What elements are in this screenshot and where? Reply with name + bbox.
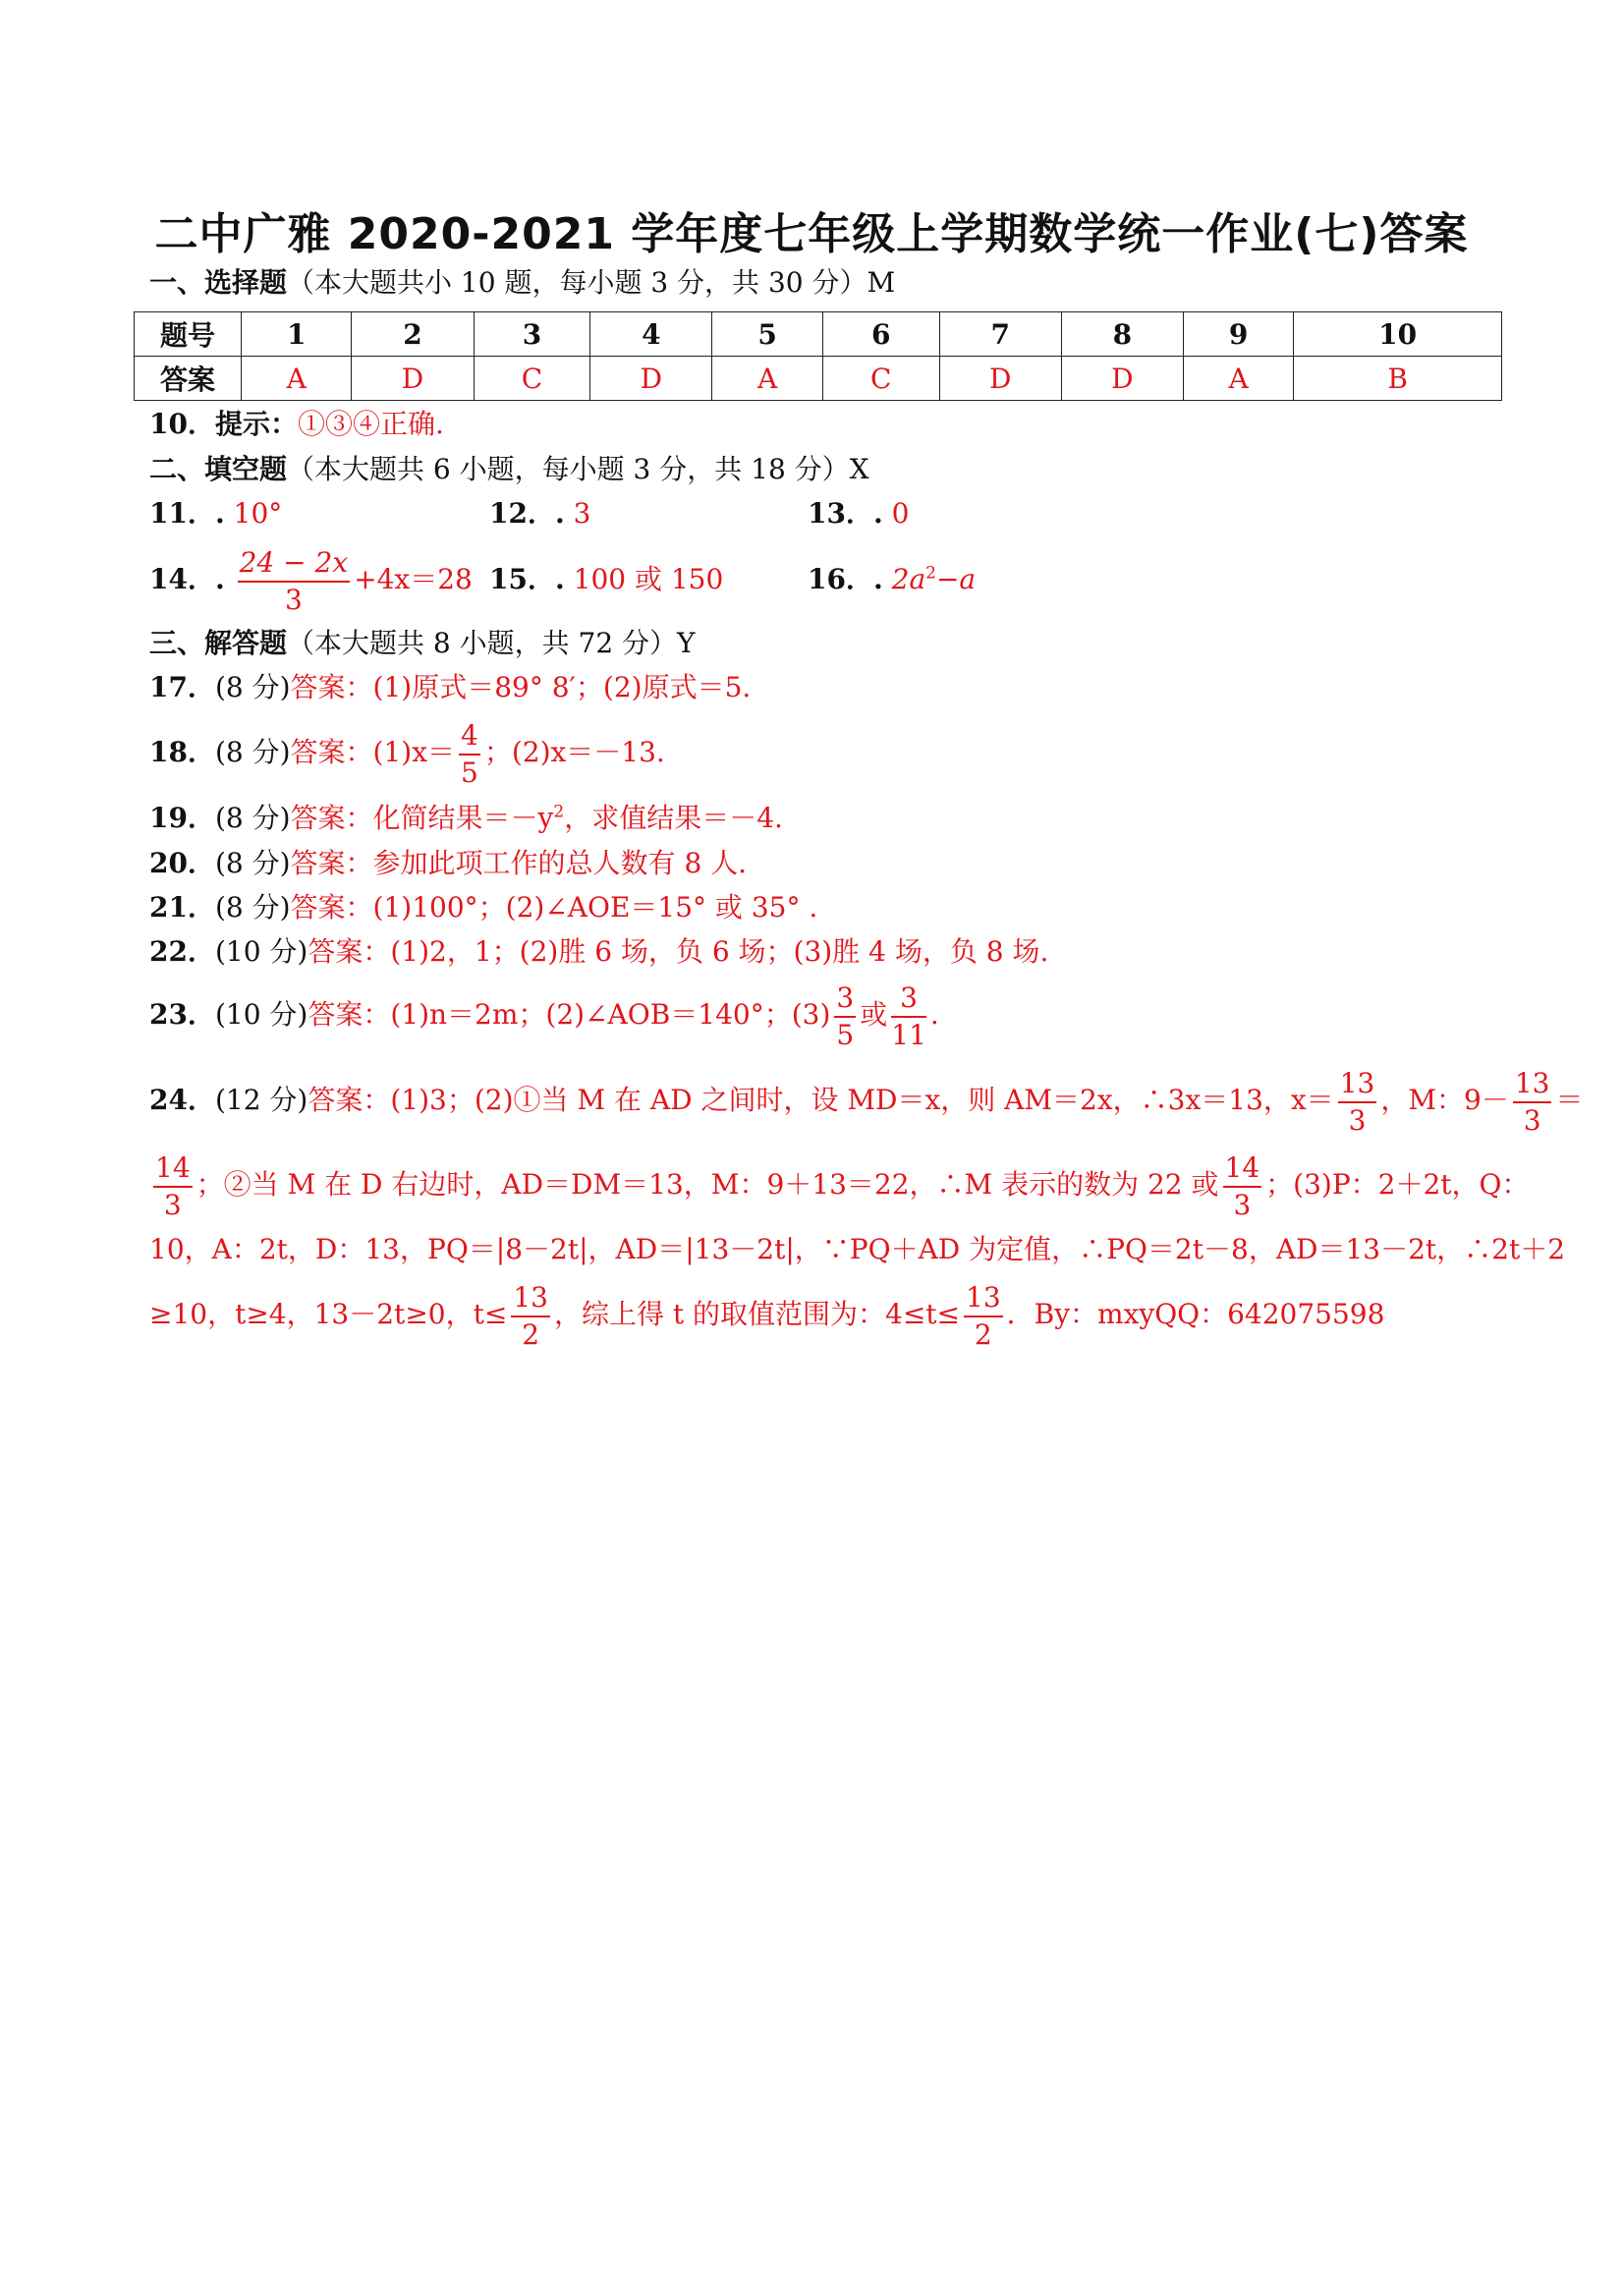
answer-row	[135, 357, 1502, 401]
choice-answer-table	[134, 311, 1502, 401]
qnum-cell: 8	[1061, 312, 1183, 357]
qnum-cell: 4	[590, 312, 712, 357]
qnum-cell: 10	[1294, 312, 1502, 357]
answer-cell: B	[1294, 357, 1502, 401]
solution-q20: 20．(8 分)答案：参加此项工作的总人数有 8 人.	[149, 847, 748, 879]
fraction: $\frac{13}{3}$	[1339, 1066, 1375, 1137]
fill-q16: 16．. $2a^2-a$	[808, 563, 977, 595]
fraction: $\frac{3}{11}$	[891, 980, 926, 1051]
solution-q17: 17．(8 分)答案：(1)原式＝89° 8′；(2)原式＝5.	[149, 671, 752, 703]
solution-q24-line3: 10，A：2t，D：13，PQ＝|8－2t|，AD＝|13－2t|，∵PQ＋AD 为定值，∴PQ＝2t－8，AD＝13－2t，∴2t＋2	[149, 1233, 1566, 1265]
section3-heading: 三、解答题（本大题共 8 小题，共 72 分）Y	[149, 627, 696, 659]
fill-q15: 15．. 100 或 150	[489, 563, 724, 595]
answer-cell: A	[712, 357, 822, 401]
qnum-cell: 6	[822, 312, 939, 357]
solution-q18: 18．(8 分)答案：(1)x＝ $\frac{4}{5}$ ；(2)x＝－13.	[149, 718, 665, 789]
fill-q11: 11．. 10°	[149, 497, 283, 530]
fraction: $\frac{13}{2}$	[513, 1280, 548, 1351]
fill-q14: 14．. $\frac{24 - 2x}{3}$ +4x＝28	[149, 545, 473, 616]
row-label: 题号	[135, 312, 242, 357]
fill-q13: 13．. 0	[808, 497, 910, 530]
section1-heading: 一、选择题（本大题共小 10 题，每小题 3 分，共 30 分）M	[149, 266, 896, 299]
solution-q23: 23．(10 分)答案：(1)n＝2m；(2)∠AOB＝140°；(3) $\frac{3}{5}$ 或 $\frac{3}{11}$ .	[149, 980, 939, 1051]
qnum-cell: 1	[242, 312, 352, 357]
fraction: $\frac{14}{3}$	[1224, 1150, 1260, 1221]
row-label: 答案	[135, 357, 242, 401]
fraction: $\frac{13}{2}$	[966, 1280, 1001, 1351]
solution-q22: 22．(10 分)答案：(1)2，1；(2)胜 6 场，负 6 场；(3)胜 4 场，负 8 场.	[149, 935, 1049, 968]
answer-cell: D	[1061, 357, 1183, 401]
page-title: 二中广雅 2020-2021 学年度七年级上学期数学统一作业(七)答案	[154, 209, 1469, 259]
solution-q19: 19．(8 分)答案：化简结果$=-y^2$，求值结果＝－4.	[149, 802, 783, 834]
qnum-cell: 7	[939, 312, 1061, 357]
answer-cell: A	[1183, 357, 1293, 401]
answer-cell: D	[590, 357, 712, 401]
fraction: $\frac{24 - 2x}{3}$	[239, 545, 349, 616]
q10-hint: 10．提示：①③④正确.	[149, 408, 444, 440]
fraction: $\frac{13}{3}$	[1514, 1066, 1550, 1137]
answer-cell: D	[939, 357, 1061, 401]
fraction: $\frac{3}{5}$	[836, 980, 855, 1051]
fraction: $\frac{4}{5}$	[461, 718, 478, 789]
section2-heading: 二、填空题（本大题共 6 小题，每小题 3 分，共 18 分）X	[149, 453, 869, 485]
qnum-cell: 3	[474, 312, 590, 357]
fill-q12: 12．. 3	[489, 497, 591, 530]
solution-q24-line2: $\frac{14}{3}$ ；②当 M 在 D 右边时，AD＝DM＝13，M：9＋13＝22，∴M 表示的数为 22 或 $\frac{14}{3}$ ；(3)P：2＋2t，Q：	[155, 1150, 1530, 1221]
qnum-cell: 9	[1183, 312, 1293, 357]
solution-q24-line1: 24．(12 分)答案：(1)3；(2)①当 M 在 AD 之间时，设 MD＝x，则 AM＝2x，∴3x＝13，x＝ $\frac{13}{3}$ ，M：9－ $\frac{13}{3}$ ＝	[149, 1066, 1584, 1137]
fraction: $\frac{14}{3}$	[155, 1150, 191, 1221]
qnum-cell: 2	[352, 312, 474, 357]
question-number-row	[135, 312, 1502, 357]
solution-q24-line4: ≥10，t≥4，13－2t≥0，t≤ $\frac{13}{2}$ ，综上得 t 的取值范围为：4≤t≤ $\frac{13}{2}$ ．By：mxyQQ：642075598	[149, 1280, 1385, 1351]
answer-cell: C	[822, 357, 939, 401]
answer-cell: D	[352, 357, 474, 401]
qnum-cell: 5	[712, 312, 822, 357]
answer-cell: C	[474, 357, 590, 401]
answer-cell: A	[242, 357, 352, 401]
solution-q21: 21．(8 分)答案：(1)100°；(2)∠AOE＝15° 或 35° .	[149, 891, 818, 924]
